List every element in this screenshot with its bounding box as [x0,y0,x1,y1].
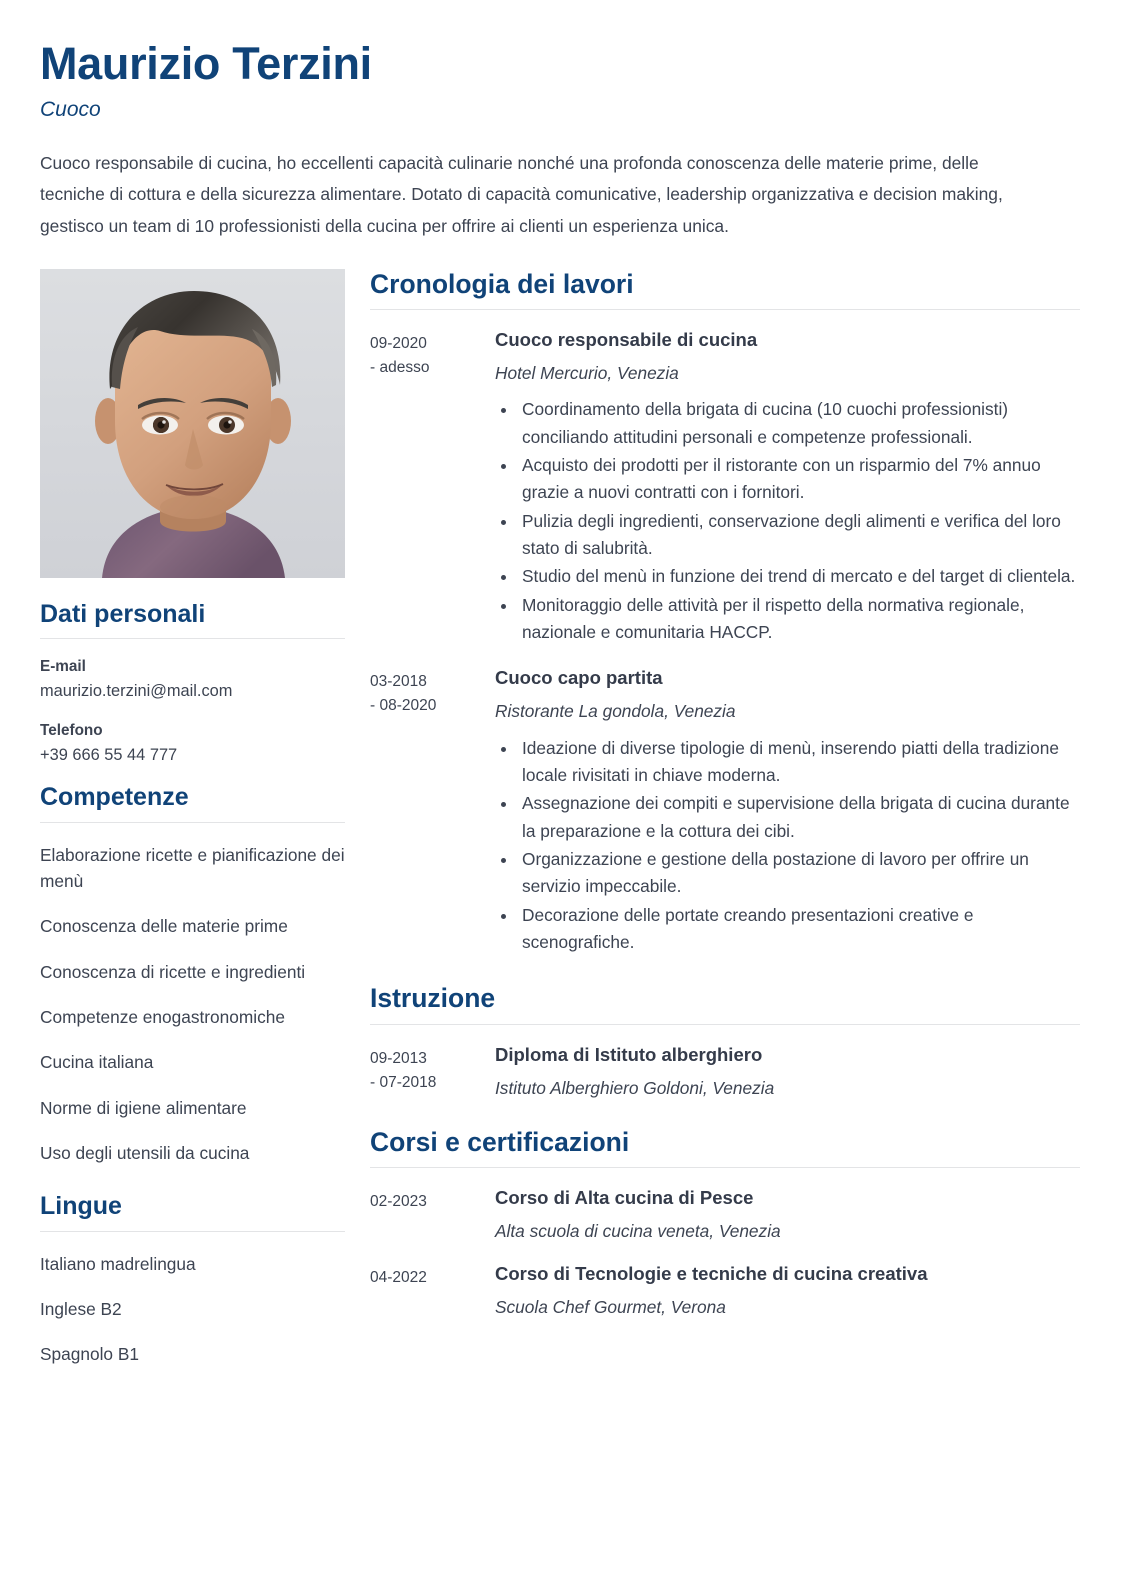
work-entry [370,328,1080,647]
list-item: • Decorazione delle portate creando presentazioni creative e scenografiche. [518,902,1080,957]
list-item: • Assegnazione dei compiti e supervisione della brigata di cucina durante la preparazione e la cottura dei cibi. [518,790,1080,845]
entry-organization: Hotel Mercurio, Venezia [495,363,679,384]
entry-date-range [370,1043,495,1095]
list-item: • Coordinamento della brigata di cucina (10 cuochi professionisti) conciliando attitudini personali e competenze professionali. [518,396,1080,451]
section-divider [370,309,1080,310]
education-entry [370,1043,1080,1100]
list-item: • Studio del menù in funzione dei trend di mercato e del target di clientela. [518,563,1080,590]
date-start: 09-2013 [370,1049,427,1067]
list-item: Uso degli utensili da cucina [40,1142,250,1163]
contact-phone [40,720,345,768]
list-item: Italiano madrelingua [40,1253,196,1274]
resume-header [40,40,1080,243]
spacer [40,1166,345,1192]
entry-organization: Alta scuola di cucina veneta, Venezia [495,1221,781,1242]
section-heading: Cronologia dei lavori [370,268,634,299]
course-entry [370,1262,1080,1319]
list-item: Conoscenza delle materie prime [40,916,288,937]
section-divider [370,1167,1080,1168]
profile-photo-illustration [40,269,345,578]
entry-date-range [370,1262,495,1290]
section-work-history [370,269,1080,958]
entry-title: Cuoco responsabile di cucina [495,329,758,351]
section-heading: Istruzione [370,983,496,1014]
phone-label: Telefono [40,721,103,739]
entry-bullets [495,396,1080,646]
date-end: - adesso [370,359,430,377]
list-item: Competenze enogastronomiche [40,1007,285,1028]
date-start: 03-2018 [370,673,427,691]
professional-summary: Cuoco responsabile di cucina, ho eccellenti capacità culinarie nonché una profonda conoscenza delle materie prime, delle tecniche di cottura e della sicurezza alimentare. Dotato di capacità comunicative, leadership organizzativa e decision making, gestisco un team di 10 professionisti della cucina per offrire ai clienti un esperienza unica. [40,152,1003,237]
section-languages [40,1192,345,1367]
entry-body [495,666,1080,957]
date-start: 02-2023 [370,1193,427,1211]
entry-organization: Istituto Alberghiero Goldoni, Venezia [495,1077,775,1098]
list-item: Elaborazione ricette e pianificazione dei menù [40,844,345,892]
section-courses [370,1127,1080,1319]
skills-list [40,842,345,1166]
date-end: - 07-2018 [370,1073,437,1091]
section-heading: Dati personali [40,599,206,628]
entry-date-range [370,328,495,380]
section-heading: Corsi e certificazioni [370,1127,630,1158]
email-label: E-mail [40,658,86,676]
entry-organization: Ristorante La gondola, Venezia [495,701,736,722]
date-start: 09-2020 [370,335,427,353]
section-divider [40,1231,345,1232]
entry-date-range [370,1186,495,1214]
entry-body [495,328,1080,647]
sidebar [40,269,345,1368]
entry-title: Corso di Alta cucina di Pesce [495,1187,754,1209]
list-item: • Acquisto dei prodotti per il ristorante con un risparmio del 7% annuo grazie a nuovi contratti con i fornitori. [518,452,1080,507]
section-divider [40,638,345,639]
entry-body [495,1043,1080,1100]
page-title: Maurizio Terzini [40,38,372,89]
list-item: • Organizzazione e gestione della postazione di lavoro per offrire un servizio impeccabile. [518,846,1080,901]
job-role-subtitle: Cuoco [40,97,101,121]
list-item: • Pulizia degli ingredienti, conservazione degli alimenti e verifica del loro stato di salubrità. [518,508,1080,563]
main-column [370,269,1080,1319]
list-item: Conoscenza di ricette e ingredienti [40,961,306,982]
section-divider [370,1024,1080,1025]
entry-title: Diploma di Istituto alberghiero [495,1043,763,1065]
date-start: 04-2022 [370,1268,427,1286]
entry-date-range [370,666,495,718]
section-heading: Lingue [40,1192,122,1221]
section-divider [40,822,345,823]
date-end: - 08-2020 [370,697,437,715]
list-item: Cucina italiana [40,1052,154,1073]
work-entry [370,666,1080,957]
entry-organization: Scuola Chef Gourmet, Verona [495,1296,726,1317]
entry-body [495,1262,1080,1319]
entry-body [495,1186,1080,1243]
course-entry [370,1186,1080,1243]
avatar [40,269,345,578]
list-item: • Ideazione di diverse tipologie di menù, inserendo piatti della tradizione locale rivisitati in chiave moderna. [518,735,1080,790]
resume-body [40,269,1080,1368]
list-item: Spagnolo B1 [40,1344,139,1365]
section-personal-data [40,600,345,768]
section-education [370,983,1080,1100]
email-value[interactable]: maurizio.terzini@mail.com [40,682,233,701]
entry-title: Cuoco capo partita [495,667,663,689]
entry-bullets [495,735,1080,957]
list-item: Inglese B2 [40,1298,122,1319]
languages-list [40,1251,345,1368]
section-heading: Competenze [40,783,189,812]
list-item: • Monitoraggio delle attività per il rispetto della normativa regionale, nazionale e comunitaria HACCP. [518,592,1080,647]
entry-title: Corso di Tecnologie e tecniche di cucina creativa [495,1262,928,1284]
phone-value[interactable]: +39 666 55 44 777 [40,745,178,764]
section-skills [40,783,345,1166]
list-item: Norme di igiene alimentare [40,1097,247,1118]
contact-email [40,656,345,704]
